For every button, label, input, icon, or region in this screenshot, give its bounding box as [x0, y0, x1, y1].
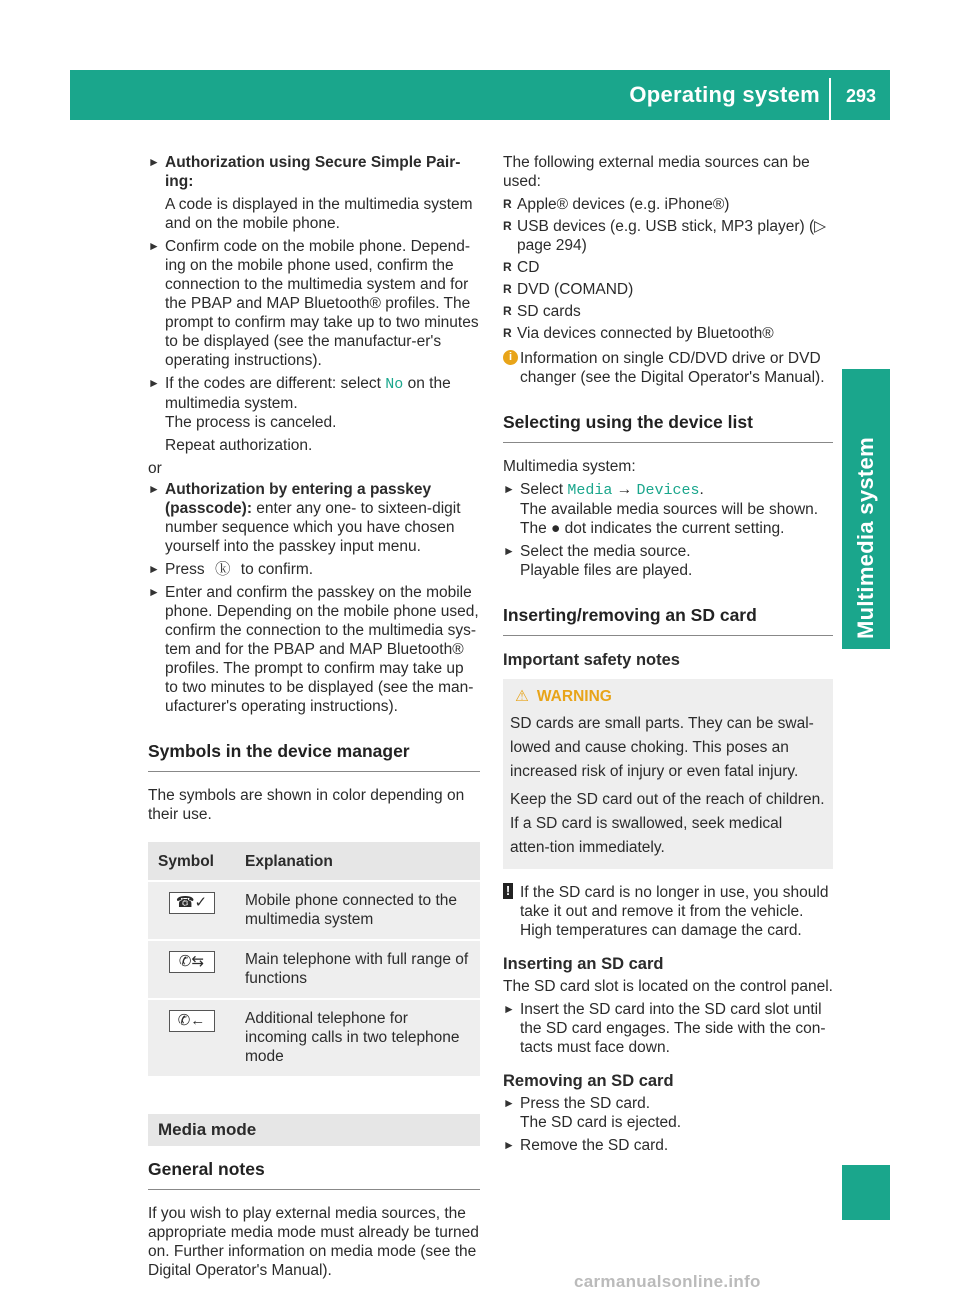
- slot-location: The SD card slot is located on the control panel.: [503, 978, 833, 995]
- warning-triangle-icon: ⚠: [515, 688, 529, 705]
- arrow-icon: ►: [148, 562, 160, 576]
- list-item: R Apple® devices (e.g. iPhone®): [503, 196, 730, 213]
- row-explanation: Additional telephone for incoming calls in two telephone mode: [235, 998, 480, 1076]
- info-icon: i: [503, 350, 518, 365]
- general-notes-heading: General notes: [148, 1158, 480, 1190]
- table-row: [148, 880, 480, 939]
- sd-card-heading: Inserting/removing an SD card: [503, 604, 833, 636]
- auth-ssp-title: Authorization using Secure Simple Pair-ing:: [165, 154, 461, 190]
- caution-note: ! If the SD card is no longer in use, you should take it out and remove it from the vehicle. High temperatures can damage the card.: [503, 883, 833, 940]
- arrow-icon: ►: [148, 376, 160, 390]
- main-telephone-icon: ✆⇆: [169, 951, 215, 973]
- arrow-icon: ►: [503, 482, 515, 496]
- section-title: Operating system: [629, 82, 820, 107]
- enter-confirm-text: Enter and confirm the passkey on the mobile phone. Depending on the mobile phone used, confirm the connection to the multimedia sys-tem and for the PBAP and MAP Bluetooth® profiles. The prompt to confirm may take up to two minutes to be displayed (see the man-ufacturer's operating instructions).: [165, 584, 479, 715]
- menu-devices: Devices: [636, 482, 700, 499]
- arrow-icon: ►: [148, 155, 160, 169]
- warning-header: ⚠ WARNING: [515, 688, 612, 705]
- passkey-text: Authorization by entering a passkey (passcode): enter any one- to sixteen-digit number sequence which you have chosen yourself into the passkey input menu.: [165, 481, 461, 555]
- list-item: R CD: [503, 259, 540, 276]
- bullet-icon: R: [503, 282, 512, 296]
- warning-box: [503, 679, 833, 869]
- row-explanation: Main telephone with full range of functions: [235, 939, 480, 998]
- arrow-icon: ►: [503, 1096, 515, 1110]
- device-list-heading: Selecting using the device list: [503, 411, 833, 443]
- phone-connected-icon: ☎✓: [169, 892, 215, 914]
- info-note: i Information on single CD/DVD drive or DVD changer (see the Digital Operator's Manual).: [503, 349, 833, 387]
- table-row: [148, 998, 480, 1076]
- row-explanation: Mobile phone connected to the multimedia system: [235, 880, 480, 939]
- general-notes-text: If you wish to play external media sources, the appropriate media mode must already be turned on. Further information on media mode (see the Digital Operator's Manual).: [148, 1205, 479, 1279]
- confirm-code-text: Confirm code on the mobile phone. Depend-ing on the mobile phone used, confirm the connection to the multimedia system and for the PBAP and MAP Bluetooth® profiles. The prompt to confirm may take up to two minutes to be displayed (see the manufactur-er's operating instructions).: [165, 238, 479, 369]
- step-select-devices: ► Select Media → Devices. The available media sources will be shown. The ● dot indicates the current setting.: [503, 480, 833, 538]
- step-remove-card: ► Remove the SD card.: [503, 1137, 669, 1154]
- symbols-heading: Symbols in the device manager: [148, 740, 480, 772]
- left-column: [148, 153, 480, 1280]
- arrow-icon: ►: [148, 482, 160, 496]
- bullet-icon: R: [503, 260, 512, 274]
- arrow-icon: ►: [148, 239, 160, 253]
- bullet-icon: R: [503, 219, 512, 233]
- col-explanation: Explanation: [235, 842, 480, 880]
- page-number: 293: [845, 86, 877, 106]
- list-item: R USB devices (e.g. USB stick, MP3 player) (▷ page 294): [503, 218, 827, 254]
- sources-shown: The available media sources will be shown.: [520, 501, 819, 518]
- col-symbol: Symbol: [148, 842, 235, 880]
- chapter-tab: [842, 369, 890, 649]
- step-press-card: ► Press the SD card. The SD card is ejected.: [503, 1094, 833, 1132]
- media-mode-bar: Media mode: [148, 1114, 480, 1146]
- ok-key-icon: ⓚ: [214, 561, 231, 578]
- table-row: [148, 939, 480, 998]
- list-item: R SD cards: [503, 303, 581, 320]
- step-insert-card: ► Insert the SD card into the SD card slot until the SD card engages. The side with the con-tacts must face down.: [503, 1001, 826, 1056]
- multimedia-system-label: Multimedia system:: [503, 458, 636, 475]
- auth-ssp-text: A code is displayed in the multimedia system and on the mobile phone.: [165, 196, 473, 232]
- safety-heading: Important safety notes: [503, 651, 680, 669]
- sources-intro: The following external media sources can be used:: [503, 154, 810, 190]
- page-header: [70, 70, 890, 120]
- list-item: R DVD (COMAND): [503, 281, 634, 298]
- bullet-icon: R: [503, 326, 512, 340]
- step-enter-confirm: [148, 583, 480, 716]
- additional-telephone-icon: ✆←: [169, 1010, 215, 1032]
- chapter-marker: [842, 1165, 890, 1220]
- bullet-icon: R: [503, 304, 512, 318]
- codes-different-text: If the codes are different: select No on the multimedia system.: [165, 375, 451, 412]
- option-no: No: [385, 376, 404, 393]
- select-source-text: Select the media source.: [520, 543, 691, 560]
- symbols-intro: The symbols are shown in color depending on their use.: [148, 787, 465, 823]
- symbols-table: [148, 842, 480, 1076]
- chapter-label: Multimedia system: [853, 437, 878, 639]
- warning-text-2: Keep the SD card out of the reach of children. If a SD card is swallowed, seek medical atten-tion immediately.: [510, 791, 825, 856]
- arrow-icon: ►: [503, 1002, 515, 1016]
- inserting-heading: Inserting an SD card: [503, 955, 664, 973]
- step-passkey: [148, 480, 480, 556]
- removing-heading: Removing an SD card: [503, 1072, 674, 1090]
- or-separator: or: [148, 460, 162, 477]
- exclamation-icon: !: [503, 883, 513, 899]
- dot-indicates: The ● dot indicates the current setting.: [520, 520, 785, 537]
- header-divider: [829, 78, 831, 120]
- bullet-icon: R: [503, 197, 512, 211]
- step-select-source: [503, 542, 833, 580]
- step-confirm-code: [148, 237, 480, 370]
- menu-media: Media: [567, 482, 613, 499]
- playable-text: Playable files are played.: [520, 562, 693, 579]
- arrow-icon: ►: [503, 544, 515, 558]
- repeat-authorization: Repeat authorization.: [165, 437, 313, 454]
- process-canceled: The process is canceled.: [165, 414, 337, 431]
- press-ok-text: Press ⓚ to confirm.: [165, 561, 314, 578]
- step-codes-different: [148, 374, 480, 455]
- step-press-ok: [148, 560, 480, 579]
- card-ejected: The SD card is ejected.: [520, 1114, 682, 1131]
- list-item: R Via devices connected by Bluetooth®: [503, 325, 774, 342]
- right-column: [503, 153, 833, 1159]
- warning-text-1: SD cards are small parts. They can be swal-lowed and cause choking. This poses an increased risk of injury or even fatal injury.: [510, 715, 814, 780]
- arrow-icon: ►: [503, 1138, 515, 1152]
- watermark: carmanualsonline.info: [574, 1272, 761, 1291]
- arrow-icon: ►: [148, 585, 160, 599]
- step-auth-ssp: [148, 153, 480, 233]
